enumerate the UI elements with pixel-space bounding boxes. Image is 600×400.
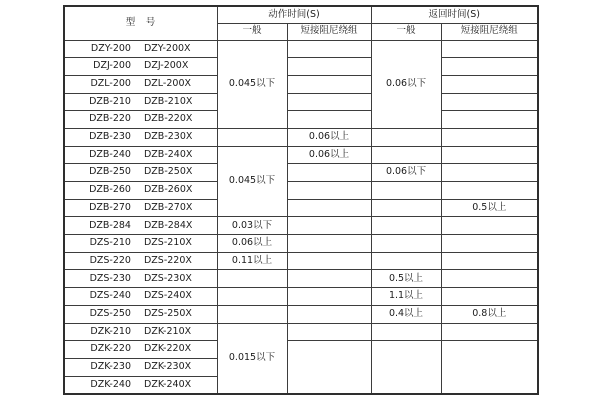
return-general-cell	[371, 217, 441, 235]
model-cell	[64, 288, 217, 306]
table-row	[64, 128, 538, 146]
model-number-variant: DZK-210X	[144, 325, 192, 337]
table-row	[64, 182, 538, 200]
return-general-cell	[371, 128, 441, 146]
model-number-primary: DZK-220	[90, 343, 131, 355]
model-number-variant: DZB-270X	[143, 201, 193, 213]
return-damped-cell: 0.8以上	[441, 305, 538, 323]
table-row	[64, 305, 538, 323]
return-general-cell	[371, 252, 441, 270]
action-damped-cell	[287, 199, 371, 217]
model-cell	[64, 111, 217, 129]
model-number-variant: DZK-220X	[144, 343, 192, 355]
return-damped-cell	[441, 217, 538, 235]
action-damped-cell	[287, 305, 371, 323]
return-damped-cell	[441, 75, 538, 93]
model-number-primary: DZK-240	[90, 378, 131, 390]
table-row	[64, 341, 538, 359]
model-cell	[64, 58, 217, 76]
model-number-variant: DZB-260X	[143, 184, 193, 196]
action-damped-cell	[287, 58, 371, 76]
relay-timing-table	[63, 5, 539, 395]
action-general-cell: 0.03以下	[217, 217, 287, 235]
table-row	[64, 164, 538, 182]
return-damped-cell	[441, 288, 538, 306]
table-row	[64, 93, 538, 111]
model-cell	[64, 270, 217, 288]
return-damped-cell	[441, 93, 538, 111]
model-cell	[64, 323, 217, 341]
table-row	[64, 217, 538, 235]
return-damped-cell	[441, 40, 538, 58]
action-general-cell	[217, 270, 287, 288]
return-damped-cell	[441, 235, 538, 253]
model-number-primary: DZS-250	[89, 307, 131, 319]
model-number-primary: DZJ-200	[93, 60, 131, 72]
action-damped-cell	[287, 341, 371, 394]
table-row	[64, 235, 538, 253]
action-damped-cell	[287, 40, 371, 58]
table-row	[64, 323, 538, 341]
model-number-variant: DZS-220X	[143, 254, 192, 266]
model-cell	[64, 252, 217, 270]
return-general-cell	[371, 146, 441, 164]
return-damped-cell	[441, 146, 538, 164]
model-cell	[64, 128, 217, 146]
header-action-damped: 短接阻尼绕组	[287, 23, 371, 40]
return-damped-cell	[441, 323, 538, 341]
model-cell	[64, 146, 217, 164]
model-number-variant: DZS-230X	[143, 272, 192, 284]
action-damped-cell	[287, 111, 371, 129]
model-number-primary: DZB-220	[89, 113, 131, 125]
model-number-primary: DZS-210	[89, 237, 131, 249]
action-damped-cell: 0.06以上	[287, 128, 371, 146]
model-number-variant: DZS-210X	[143, 237, 192, 249]
return-general-cell	[371, 199, 441, 217]
model-number-variant: DZB-220X	[143, 113, 193, 125]
model-cell	[64, 217, 217, 235]
model-number-primary: DZB-270	[89, 201, 131, 213]
return-general-cell: 0.06以下	[371, 40, 441, 128]
action-damped-cell	[287, 217, 371, 235]
action-damped-cell	[287, 270, 371, 288]
model-number-variant: DZB-250X	[143, 166, 193, 178]
table-row	[64, 40, 538, 58]
return-general-cell: 1.1以上	[371, 288, 441, 306]
model-cell	[64, 235, 217, 253]
model-number-primary: DZB-250	[89, 166, 131, 178]
header-action-general: 一般	[217, 23, 287, 40]
action-damped-cell	[287, 288, 371, 306]
model-number-primary: DZB-260	[89, 184, 131, 196]
table-row	[64, 75, 538, 93]
model-number-variant: DZB-210X	[143, 95, 193, 107]
return-general-cell	[371, 235, 441, 253]
model-cell	[64, 199, 217, 217]
action-general-cell	[217, 305, 287, 323]
action-general-cell: 0.11以上	[217, 252, 287, 270]
action-damped-cell	[287, 164, 371, 182]
action-damped-cell	[287, 252, 371, 270]
model-number-variant: DZK-230X	[144, 361, 192, 372]
return-damped-cell	[441, 252, 538, 270]
return-damped-cell	[441, 164, 538, 182]
action-general-cell: 0.06以上	[217, 235, 287, 253]
return-general-cell: 0.06以下	[371, 164, 441, 182]
model-number-variant: DZS-250X	[143, 307, 192, 319]
model-number-variant: DZK-240X	[144, 378, 192, 390]
model-number-primary: DZB-230	[89, 131, 131, 143]
action-damped-cell	[287, 182, 371, 200]
header-model: 型 号	[64, 6, 217, 40]
return-damped-cell	[441, 270, 538, 288]
model-number-variant: DZB-284X	[143, 219, 193, 231]
action-general-cell	[217, 288, 287, 306]
return-damped-cell: 0.5以上	[441, 199, 538, 217]
model-number-variant: DZY-200X	[143, 42, 191, 54]
action-damped-cell	[287, 93, 371, 111]
return-general-cell	[371, 182, 441, 200]
model-number-variant: DZB-230X	[143, 131, 193, 143]
action-damped-cell	[287, 323, 371, 341]
table-row	[64, 58, 538, 76]
table-row	[64, 199, 538, 217]
model-cell	[64, 40, 217, 58]
return-general-cell: 0.4以上	[371, 305, 441, 323]
header-return-damped: 短接阻尼绕组	[441, 23, 538, 40]
model-number-variant: DZB-240X	[143, 148, 193, 160]
header-row-groups	[64, 6, 538, 23]
model-number-primary: DZK-210	[90, 325, 131, 337]
action-general-cell: 0.045以下	[217, 146, 287, 217]
model-number-variant: DZL-200X	[143, 78, 192, 89]
model-number-primary: DZS-220	[89, 254, 131, 266]
model-cell	[64, 164, 217, 182]
model-cell	[64, 376, 217, 394]
model-number-primary: DZB-240	[89, 148, 131, 160]
return-damped-cell	[441, 58, 538, 76]
action-general-cell: 0.015以下	[217, 323, 287, 394]
return-damped-cell	[441, 341, 538, 394]
model-number-primary: DZL-200	[90, 78, 131, 89]
model-cell	[64, 341, 217, 359]
return-damped-cell	[441, 111, 538, 129]
return-damped-cell	[441, 128, 538, 146]
return-general-cell	[371, 341, 441, 394]
model-number-primary: DZY-200	[90, 42, 131, 54]
model-cell	[64, 305, 217, 323]
header-return-general: 一般	[371, 23, 441, 40]
action-damped-cell	[287, 75, 371, 93]
model-cell	[64, 182, 217, 200]
action-damped-cell	[287, 235, 371, 253]
table-row	[64, 270, 538, 288]
model-number-variant: DZS-240X	[143, 290, 192, 302]
action-general-cell	[217, 128, 287, 146]
model-cell	[64, 358, 217, 376]
return-damped-cell	[441, 182, 538, 200]
table-row	[64, 288, 538, 306]
header-return-time: 返回时间(S)	[371, 6, 538, 23]
model-cell	[64, 75, 217, 93]
return-general-cell	[371, 323, 441, 341]
model-number-primary: DZB-210	[89, 95, 131, 107]
action-damped-cell: 0.06以上	[287, 146, 371, 164]
header-action-time: 动作时间(S)	[217, 6, 371, 23]
table-row	[64, 252, 538, 270]
table-row	[64, 111, 538, 129]
model-number-primary: DZK-230	[90, 361, 131, 372]
table-row	[64, 146, 538, 164]
return-general-cell: 0.5以上	[371, 270, 441, 288]
action-general-cell: 0.045以下	[217, 40, 287, 128]
model-number-primary: DZB-284	[89, 219, 131, 231]
model-cell	[64, 93, 217, 111]
model-number-variant: DZJ-200X	[144, 60, 189, 72]
model-number-primary: DZS-240	[89, 290, 131, 302]
model-number-primary: DZS-230	[89, 272, 131, 284]
